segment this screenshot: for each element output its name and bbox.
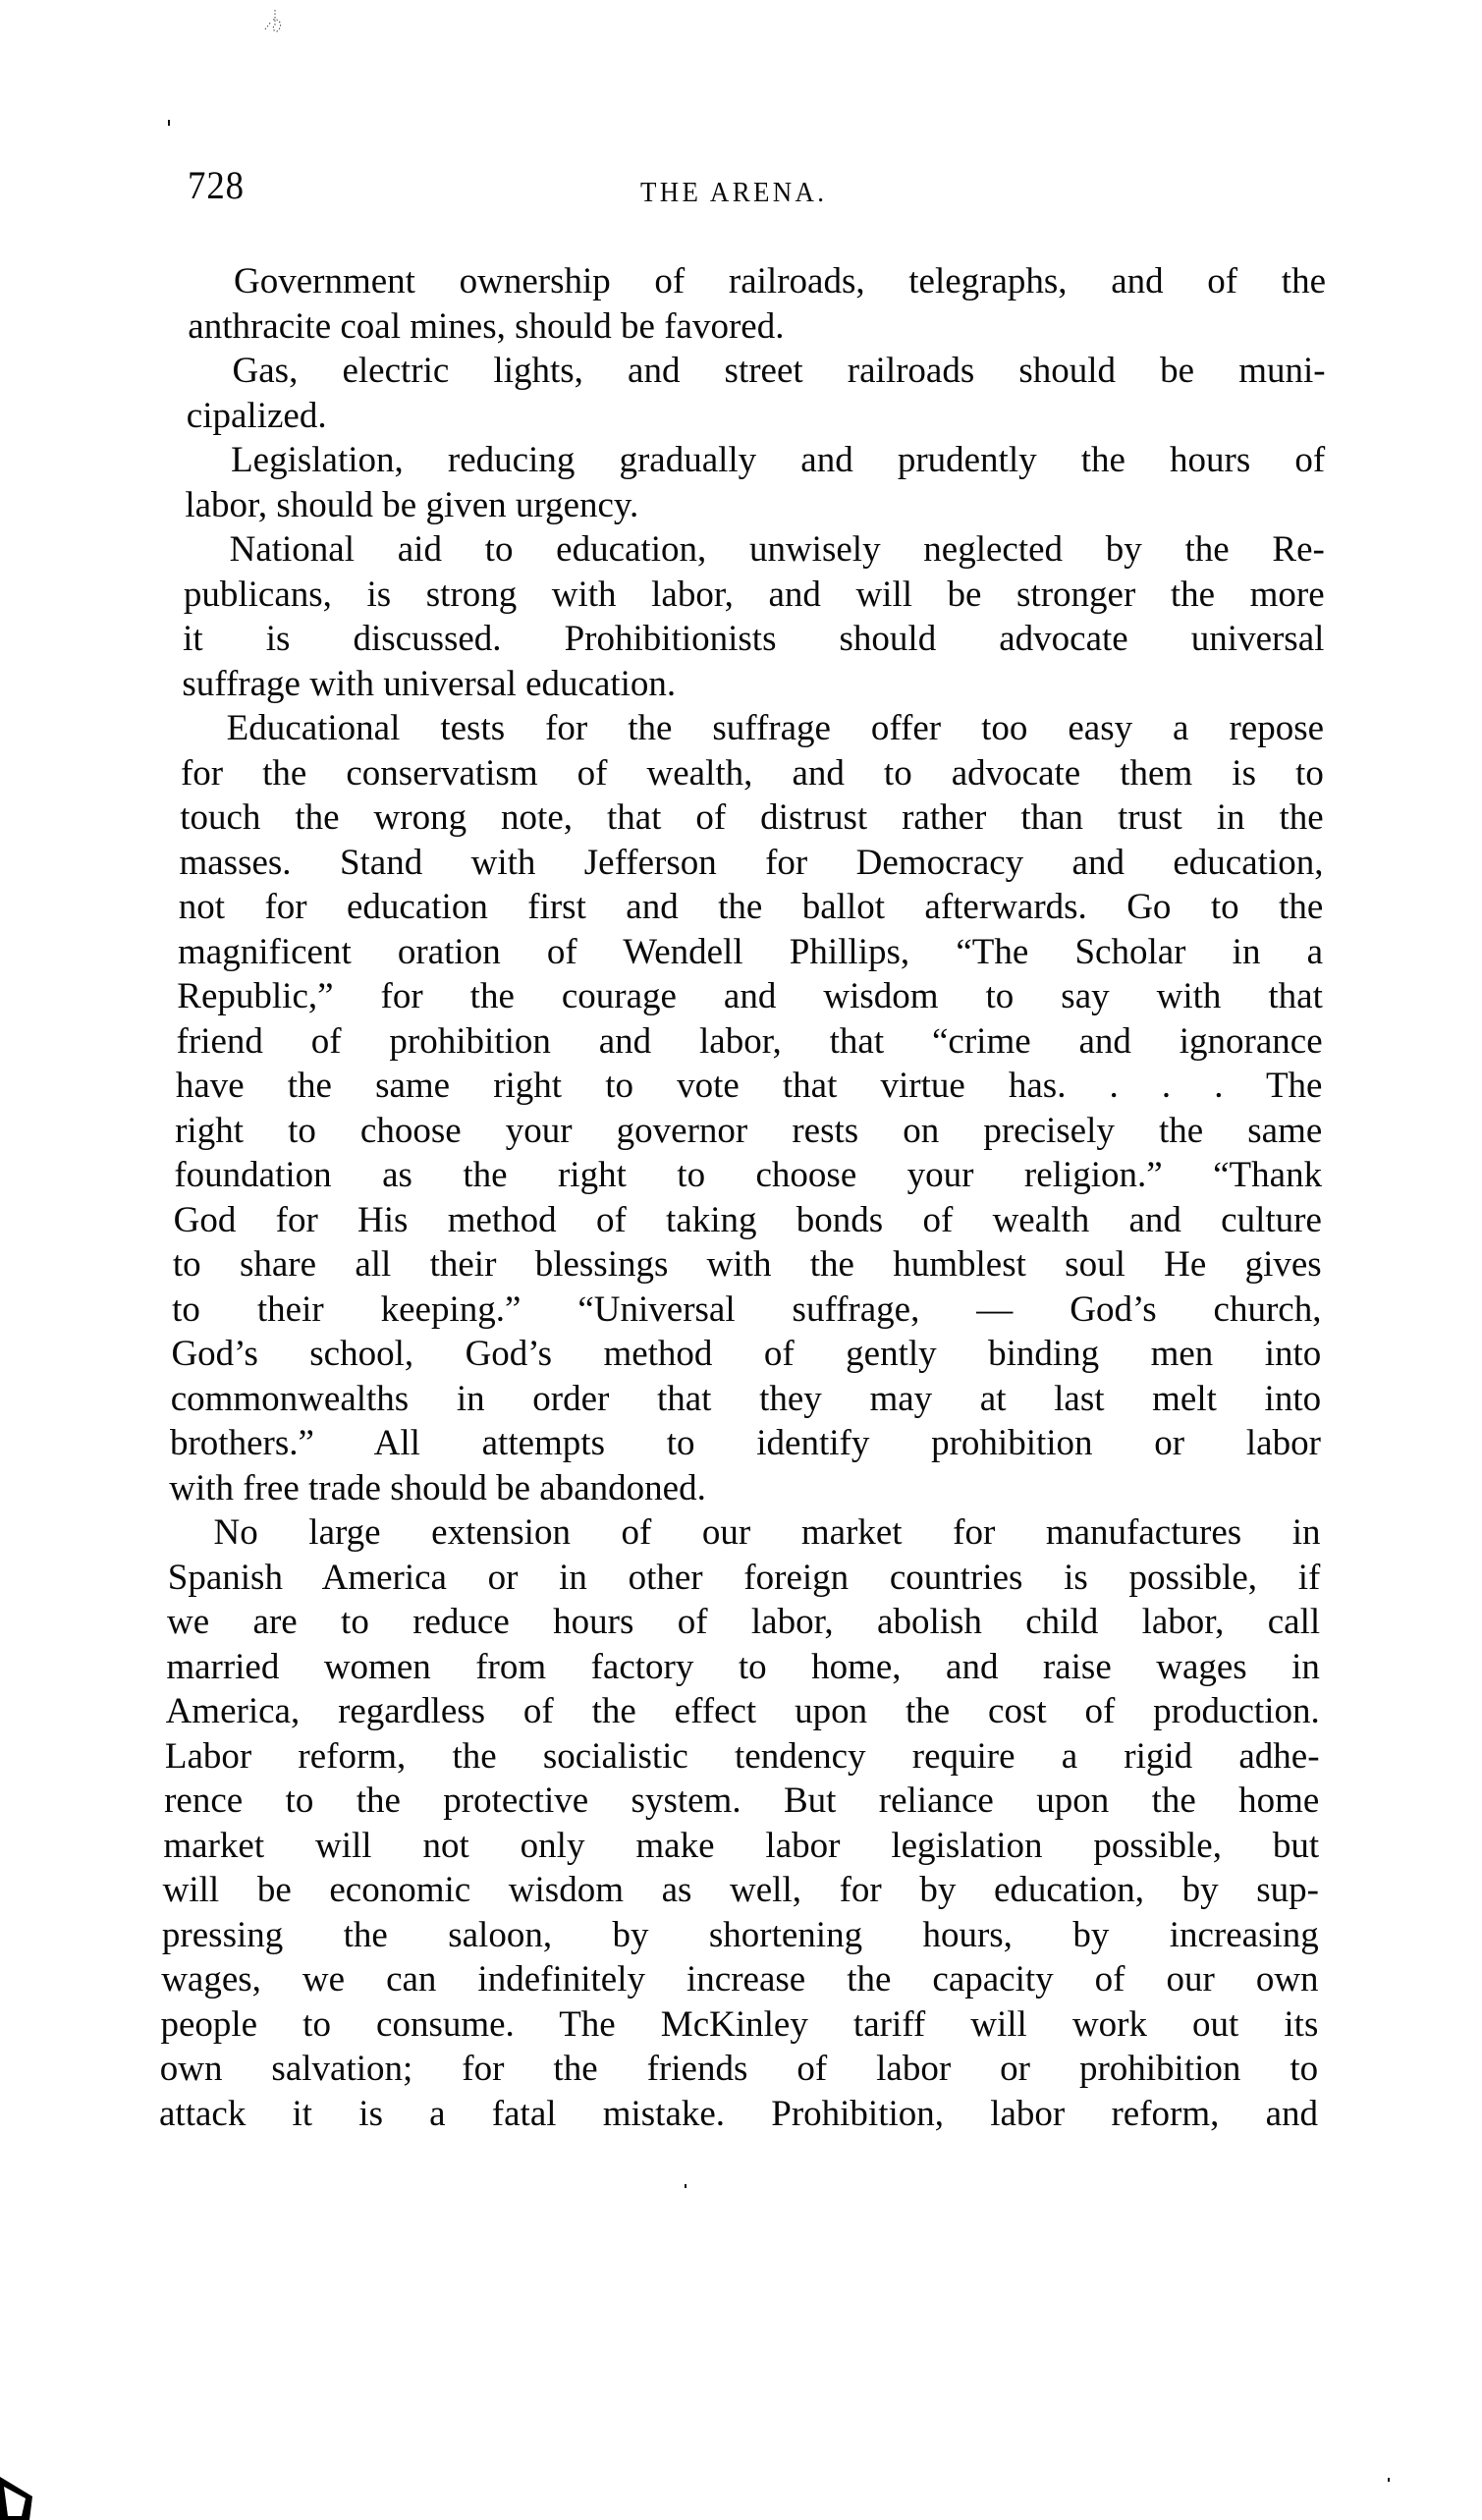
text-line: anthracite coal mines, should be favored. bbox=[188, 305, 785, 347]
running-title: THE ARENA. bbox=[640, 178, 828, 208]
text-line: rence to the protective system. But reliance upon the home bbox=[164, 1780, 1320, 1821]
text-line: touch the wrong note, that of distrust rather than trust in the bbox=[180, 797, 1324, 838]
text-line: will be economic wisdom as well, for by education, by sup- bbox=[162, 1870, 1319, 1910]
text-line: friend of prohibition and labor, that “crime and ignorance bbox=[176, 1020, 1323, 1062]
text-line: Government ownership of railroads, telegraphs, and of the bbox=[234, 261, 1326, 301]
text-line: foundation as the right to choose your religion.” “Thank bbox=[174, 1155, 1323, 1195]
text-line: to share all their blessings with the humblest soul He gives bbox=[172, 1244, 1322, 1285]
text-line: it is discussed. Prohibitionists should advocate universal bbox=[183, 619, 1325, 659]
text-line: Gas, electric lights, and street railroads should be muni- bbox=[232, 351, 1326, 391]
text-line: labor, should be given urgency. bbox=[185, 484, 639, 525]
text-line: attack it is a fatal mistake. Prohibition, labor reform, and bbox=[159, 2093, 1318, 2134]
text-line: America, regardless of the effect upon the cost of production. bbox=[165, 1691, 1320, 1731]
text-line: God for His method of taking bonds of wealth and culture bbox=[173, 1199, 1322, 1240]
text-line: not for education first and the ballot afterwards. Go to the bbox=[178, 887, 1324, 927]
text-line: for the conservatism of wealth, and to advocate them is to bbox=[180, 752, 1324, 794]
text-line: suffrage with universal education. bbox=[182, 663, 677, 704]
text-line: commonwealths in order that they may at last melt into bbox=[170, 1378, 1322, 1419]
text-line: Spanish America or in other foreign countries is possible, if bbox=[167, 1557, 1321, 1598]
text-line: brothers.” All attempts to identify prohibition or labor bbox=[169, 1423, 1321, 1463]
text-line: people to consume. The McKinley tariff will work out its bbox=[160, 2003, 1319, 2045]
text-line: right to choose your governor rests on precisely the same bbox=[175, 1110, 1323, 1151]
text-line: have the same right to vote that virtue has. . . . The bbox=[175, 1066, 1323, 1106]
text-line: wages, we can indefinitely increase the capacity of our own bbox=[161, 1959, 1319, 2000]
text-line: No large extension of our market for manufactures in bbox=[213, 1512, 1321, 1553]
text-line: market will not only make labor legislation possible, but bbox=[163, 1825, 1320, 1866]
text-line: Legislation, reducing gradually and prudently the hours of bbox=[231, 440, 1326, 480]
text-line: married women from factory to home, and raise wages in bbox=[166, 1646, 1320, 1687]
text-line: pressing the saloon, by shortening hours, by increasing bbox=[161, 1914, 1319, 1955]
text-line: own salvation; for the friends of labor or prohibition to bbox=[159, 2049, 1319, 2089]
text-line: cipalized. bbox=[186, 395, 327, 436]
text-line: to their keeping.” “Universal suffrage, — God’s church, bbox=[172, 1288, 1322, 1330]
text-line: publicans, is strong with labor, and will be stronger the more bbox=[183, 574, 1325, 615]
text-line: magnificent oration of Wendell Phillips, “The Scholar in a bbox=[178, 931, 1324, 972]
text-line: we are to reduce hours of labor, abolish child labor, call bbox=[167, 1602, 1321, 1642]
text-line: National aid to education, unwisely neglected by the Re- bbox=[229, 529, 1325, 570]
text-line: God’s school, God’s method of gently binding men into bbox=[171, 1334, 1322, 1374]
text-line: with free trade should be abandoned. bbox=[169, 1467, 706, 1508]
page-number: 728 bbox=[188, 163, 245, 207]
text-line: Educational tests for the suffrage offer too easy a repose bbox=[226, 708, 1325, 748]
text-line: masses. Stand with Jefferson for Democracy and education, bbox=[179, 842, 1324, 883]
text-line: Labor reform, the socialistic tendency require a rigid adhe- bbox=[164, 1735, 1320, 1777]
text-line: Republic,” for the courage and wisdom to say with that bbox=[177, 976, 1323, 1016]
